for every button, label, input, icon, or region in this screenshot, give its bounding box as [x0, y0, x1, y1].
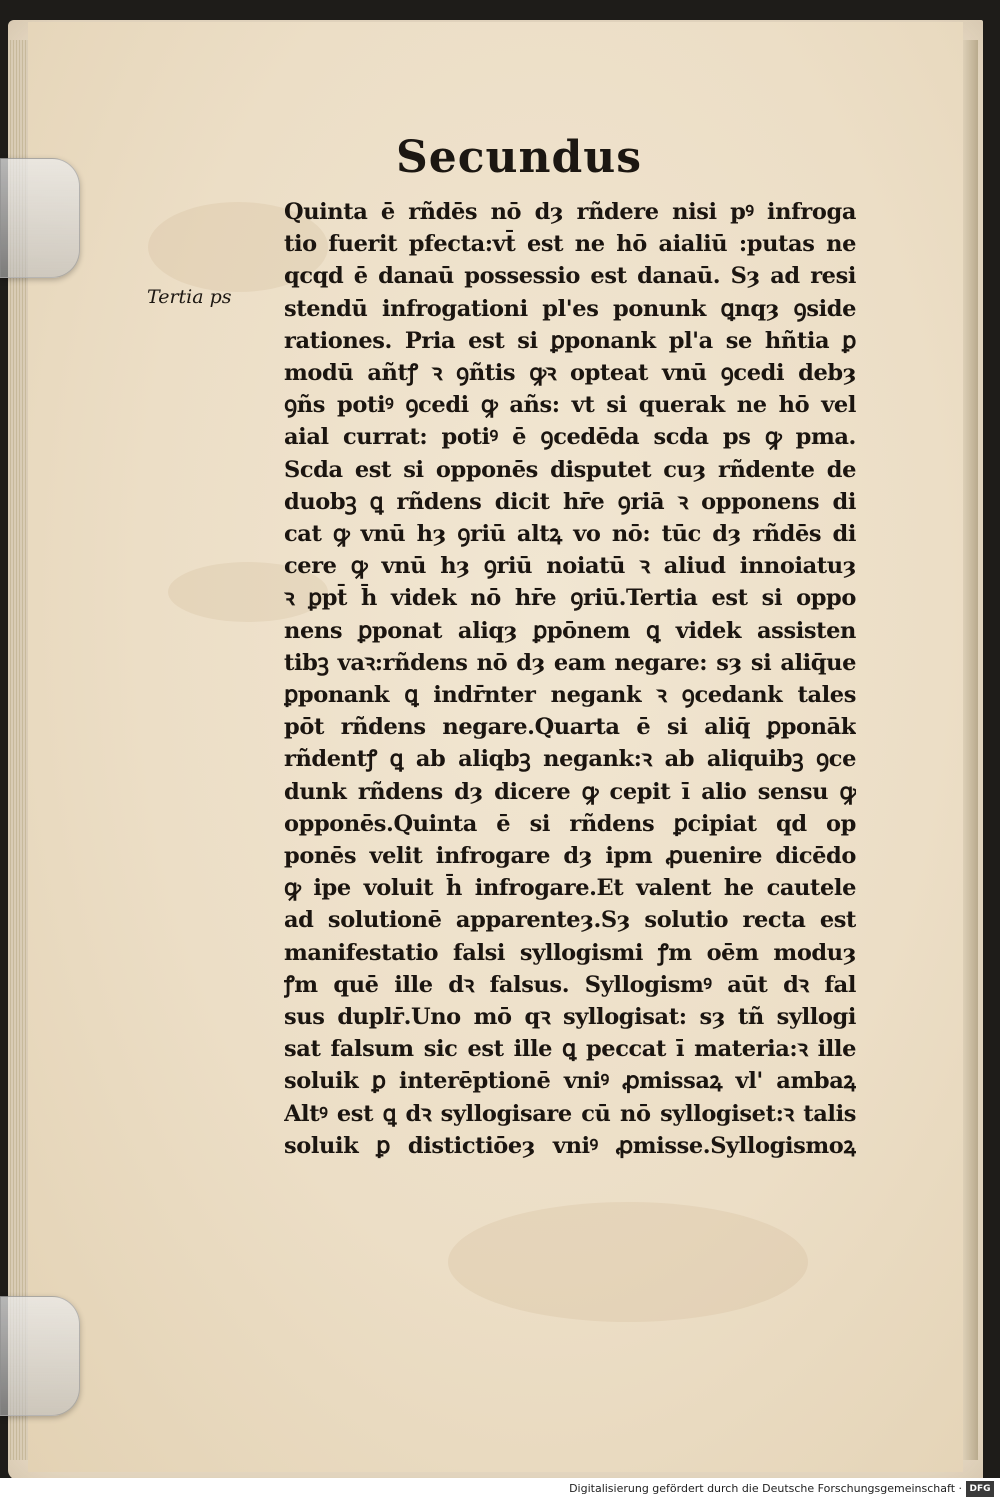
text-line: qcqd ē danaū possessio est danaū. Sȝ ad resi — [284, 263, 856, 290]
text-line: pōt rñdens negare.Quarta ē si aliq̄ ꝑponāk — [284, 714, 856, 741]
text-line: ꝛ ꝑpt̄ h̄ videk nō hr̄e ꝯriū.Tertia est si oppo — [284, 585, 856, 612]
text-line: rñdentꝭ ꝗ ab aliqbꝫ negank:ꝛ ab aliquibꝫ ꝯce — [284, 746, 856, 773]
text-line: Altꝰ est ꝗ dꝛ syllogisare cū nō syllogiset:ꝛ talis — [284, 1100, 856, 1127]
text-line: soluik ꝑ interēptionē vniꝰ ꝓmissaꝝ vl' ambaꝝ — [284, 1068, 856, 1095]
glass-clamp-bottom — [0, 1296, 80, 1416]
text-line: Scda est si opponēs disputet cuȝ rñdente de — [284, 456, 856, 483]
text-line: ꝙ ipe voluit h̄ infrogare.Et valent he cautele — [284, 875, 856, 902]
text-line: tibꝫ vaꝛ:rñdens nō dȝ eam negare: sȝ si aliq̄ue — [284, 649, 856, 676]
text-line: cat ꝙ vnū hȝ ꝯriū altꝝ vo nō: tūc dȝ rñdēs di — [284, 521, 856, 548]
text-line: sat falsum sic est ille ꝗ peccat ī materia:ꝛ ille — [284, 1036, 856, 1063]
text-line: opponēs.Quinta ē si rñdens ꝑcipiat qd op — [284, 810, 856, 837]
footer-credit: Digitalisierung gefördert durch die Deutsche Forschungsgemeinschaft · — [569, 1482, 962, 1495]
glass-clamp-top — [0, 158, 80, 278]
footer-bar — [0, 1478, 1000, 1501]
text-line: ꝭm quē ille dꝛ falsus. Syllogismꝰ aūt dꝛ fal — [284, 971, 856, 998]
body-text-block — [284, 196, 856, 1162]
text-line: duobꝫ ꝗ rñdens dicit hr̄e ꝯriā ꝛ opponens di — [284, 488, 856, 515]
text-line: ponēs velit infrogare dȝ ipm ꝓuenire dicēdo — [284, 843, 856, 870]
text-line: dunk rñdens dȝ dicere ꝙ cepit ī alio sensu ꝙ — [284, 778, 856, 805]
text-line: sus duplr̄.Uno mō qꝛ syllogisat: sȝ tñ syllogi — [284, 1004, 856, 1031]
paper-stain — [448, 1202, 808, 1322]
text-line: manifestatio falsi syllogismi ꝭm oēm moduȝ — [284, 939, 856, 966]
text-line: ꝑponank ꝗ indr̄nter negank ꝛ ꝯcedank tales — [284, 682, 856, 709]
text-line: Quinta ē rñdēs nō dȝ rñdere nisi pꝰ infroga — [284, 199, 856, 225]
text-line: cere ꝙ vnū hȝ ꝯriū noiatū ꝛ aliud innoiatuȝ — [284, 553, 856, 580]
page-heading: Secundus — [396, 132, 643, 183]
text-line: aial currat: potiꝰ ē ꝯcedēda scda ps ꝙ pma. — [284, 424, 856, 451]
dfg-logo: DFG — [966, 1481, 994, 1497]
text-line: ꝯñs potiꝰ ꝯcedi ꝙ añs: vt si querak ne hō vel — [284, 392, 856, 419]
text-line: soluik ꝑ distictiōeȝ vniꝰ ꝓmisse.Syllogismoꝝ — [284, 1132, 856, 1159]
text-line: nens ꝑponat aliqȝ ꝑpōnem ꝗ videk assisten — [284, 617, 856, 644]
marginal-note: Tertia ps — [147, 286, 232, 308]
text-line: stendū infrogationi pl'es ponunk ꝗnqȝ ꝯside — [284, 295, 856, 322]
text-line: ad solutionē apparenteȝ.Sȝ solutio recta est — [284, 907, 856, 934]
text-line: rationes. Pria est si ꝑponank pl'a se hñtia ꝑ — [284, 327, 856, 354]
text-line: modū añtꝭ ꝛ ꝯñtis ꝙꝛ opteat vnū ꝯcedi debȝ — [284, 360, 856, 387]
text-line: tio fuerit pfecta:vt̄ est ne hō aialiū :putas ne — [284, 231, 856, 258]
